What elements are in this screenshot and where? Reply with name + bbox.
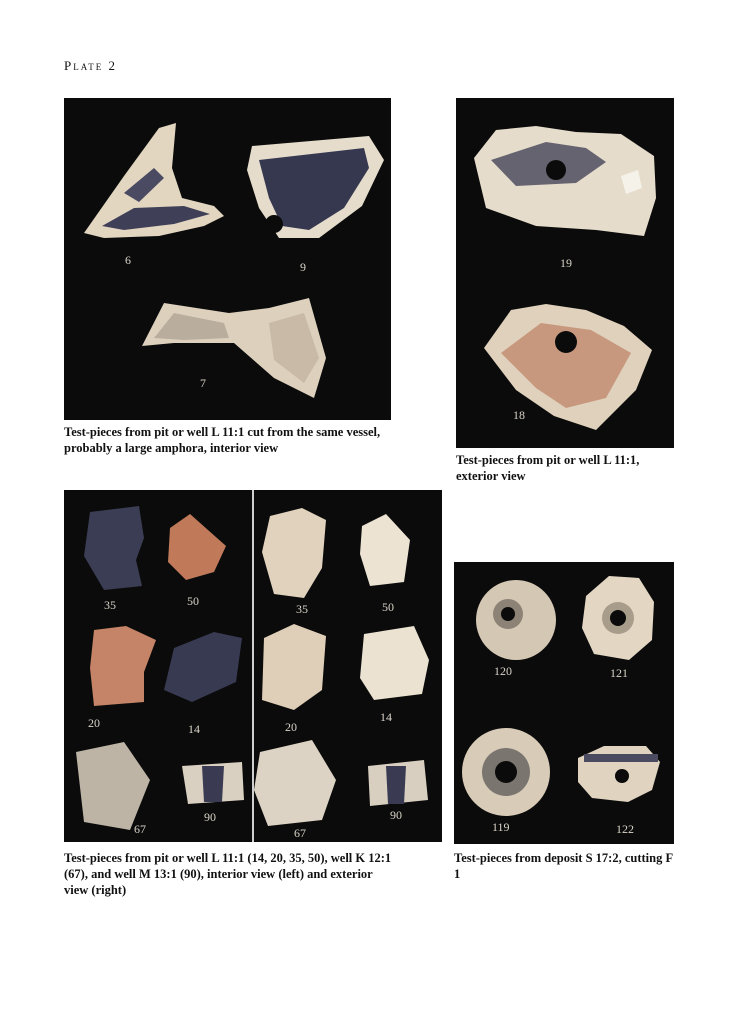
caption-panel-b: Test-pieces from pit or well L 11:1, exterior view [456, 453, 640, 483]
label-7: 7 [200, 376, 206, 390]
photo-panel-amphora-interior [64, 98, 391, 420]
sherds-right-exterior [254, 508, 429, 826]
sherd-photo-group-a [64, 98, 391, 420]
label-9: 9 [300, 260, 306, 274]
label-19: 19 [560, 256, 572, 270]
label-6: 6 [125, 253, 131, 267]
caption-panel-d: Test-pieces from deposit S 17:2, cutting F 1 [454, 851, 673, 881]
label-right-50: 50 [382, 600, 394, 614]
label-left-35: 35 [104, 598, 116, 612]
sherd-9 [247, 136, 384, 238]
sherd-7 [142, 298, 326, 398]
caption-panel-a: Test-pieces from pit or well L 11:1 cut from the same vessel, probably a large amphora, interior view [64, 425, 381, 455]
sherd-121 [582, 576, 654, 660]
sherd-18 [484, 304, 652, 430]
sherd-photo-group-b [456, 98, 674, 448]
plate-title: Plate 2 [64, 58, 117, 73]
label-left-67: 67 [134, 822, 146, 836]
label-right-14: 14 [380, 710, 392, 724]
sherd-120 [476, 580, 556, 660]
photo-panel-deposit [454, 562, 674, 844]
label-left-20: 20 [88, 716, 100, 730]
sherd-6 [84, 123, 224, 238]
sherd-photo-group-d [454, 562, 674, 844]
label-left-50: 50 [187, 594, 199, 608]
sherds-left-interior [76, 506, 244, 830]
sherd-122 [578, 746, 660, 802]
caption-panel-c: Test-pieces from pit or well L 11:1 (14, 20, 35, 50), well K 12:1 (67), and well M 13:1 (90), interior view (left) and exterior view (right) [64, 851, 392, 897]
label-left-14: 14 [188, 722, 200, 736]
label-119: 119 [492, 820, 510, 834]
sherd-119 [462, 728, 550, 816]
label-right-35: 35 [296, 602, 308, 616]
sherd-19 [474, 126, 656, 236]
label-120: 120 [494, 664, 512, 678]
sherd-photo-group-c [64, 490, 442, 842]
label-right-90: 90 [390, 808, 402, 822]
label-121: 121 [610, 666, 628, 680]
label-18: 18 [513, 408, 525, 422]
label-left-90: 90 [204, 810, 216, 824]
photo-panel-exterior [456, 98, 674, 448]
label-right-67: 67 [294, 826, 306, 840]
label-right-20: 20 [285, 720, 297, 734]
panel-divider [252, 490, 254, 842]
label-122: 122 [616, 822, 634, 836]
photo-panel-interior-exterior [64, 490, 442, 842]
